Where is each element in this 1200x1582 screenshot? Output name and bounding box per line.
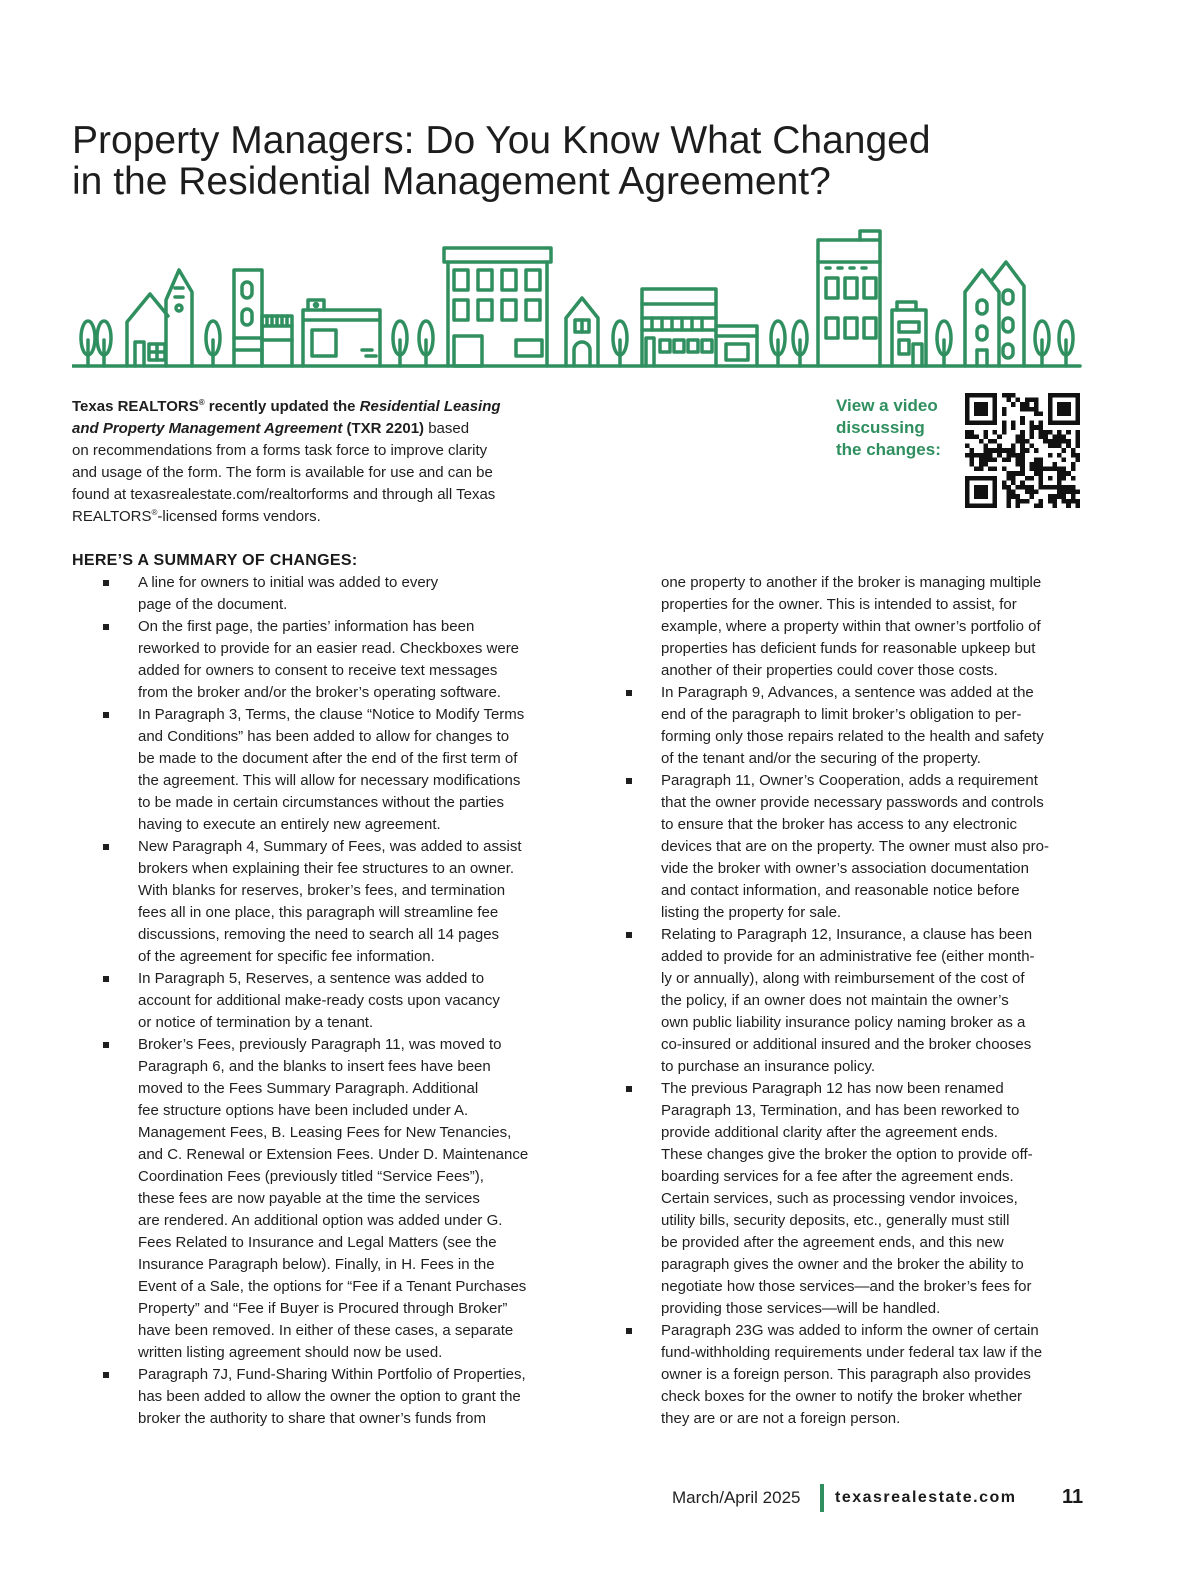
summary-left-column [72,572,572,1430]
summary-item-line: On the first page, the parties’ information has been [138,618,475,635]
summary-item-line: In Paragraph 5, Reserves, a sentence was added to [138,970,485,987]
summary-item-line: In Paragraph 9, Advances, a sentence was added at the [661,684,1034,701]
building-twin-houses [965,262,1024,366]
article-title-line-2: in the Residential Management Agreement? [72,160,831,203]
summary-item-line: Relating to Paragraph 12, Insurance, a clause has been [661,926,1033,943]
video-callout [836,395,941,461]
intro-line [72,506,572,528]
summary-item-line: these fees are now payable at the time the services [138,1190,480,1207]
summary-item-line: Coordination Fees (previously titled “Service Fees”), [138,1168,484,1185]
summary-item-line: be provided after the agreement ends, and this new [661,1234,1004,1251]
summary-item-line: provide additional clarity after the agreement ends. [661,1124,998,1141]
intro-form-name: Residential Leasing [359,398,501,415]
summary-item [595,924,1095,1078]
building-apartments [444,248,551,366]
intro-paragraph [72,396,572,528]
tree [1035,321,1049,366]
intro-line [72,418,572,440]
summary-item [595,682,1095,770]
summary-item-line: Property” and “Fee if Buyer is Procured through Broker” [138,1300,508,1317]
summary-item-line: fees all in one place, this paragraph will streamline fee [138,904,499,921]
building-storefront [642,289,716,366]
summary-item-line: fund-withholding requirements under federal tax law if the [661,1344,1043,1361]
summary-item [72,572,572,616]
summary-item-line: boarding services for a fee after the agreement ends. [661,1168,1014,1185]
summary-item-line: of the agreement for specific fee information. [138,948,435,965]
page-number: 11 [1062,1486,1084,1508]
summary-item-line: vide the broker with owner’s association documentation [661,860,1029,877]
square-bullet-icon [103,580,109,586]
summary-item-line: be made to the document after the end of the first term of [138,750,518,767]
summary-item-line: have been removed. In either of these cases, a separate [138,1322,514,1339]
summary-item-line: and contact information, and reasonable notice before [661,882,1020,899]
summary-item-line: of the tenant and/or the securing of the property. [661,750,981,767]
summary-item-line: having to execute an entirely new agreement. [138,816,441,833]
tree [937,321,951,366]
square-bullet-icon [103,844,109,850]
summary-item-line: fee structure options have been included under A. [138,1102,469,1119]
summary-item-line: end of the paragraph to limit broker’s obligation to per- [661,706,1022,723]
summary-item [72,704,572,836]
summary-item-line: properties has deficient funds for reasonable upkeep but [661,640,1036,657]
summary-item-line: owner is a foreign person. This paragraph also provides [661,1366,1031,1383]
video-callout-line: discussing [836,418,925,437]
footer-site: texasrealestate.com [835,1489,1017,1506]
summary-item-line: Insurance Paragraph below). Finally, in H. Fees in the [138,1256,495,1273]
summary-item-line: Event of a Sale, the options for “Fee if a Tenant Purchases [138,1278,527,1295]
summary-item-line: paragraph gives the owner and the broker the ability to [661,1256,1024,1273]
intro-line: found at texasrealestate.com/realtorforms and through all Texas [72,486,496,503]
summary-item-line: added to provide for an administrative fee (either month- [661,948,1035,965]
summary-item-line: forming only those repairs related to the health and safety [661,728,1044,745]
summary-item-line: to ensure that the broker has access to any electronic [661,816,1018,833]
summary-item-line: Paragraph 7J, Fund-Sharing Within Portfolio of Properties, [138,1366,526,1383]
summary-item-line: the policy, if an owner does not maintain the owner’s [661,992,1009,1009]
qr-code-icon [965,393,1080,508]
tree [206,321,220,366]
intro-line [72,396,572,418]
tree [81,321,95,366]
summary-item [72,1034,572,1364]
summary-item-line: Fees Related to Insurance and Legal Matters (see the [138,1234,497,1251]
summary-item-line: the agreement. This will allow for necessary modifications [138,772,521,789]
intro-org: Texas REALTORS [72,398,199,415]
summary-item-line: In Paragraph 3, Terms, the clause “Notice to Modify Terms [138,706,525,723]
tree [1059,321,1073,366]
article-title-line-1: Property Managers: Do You Know What Changed [72,119,931,162]
square-bullet-icon [626,778,632,784]
summary-item-line: Broker’s Fees, previously Paragraph 11, was moved to [138,1036,502,1053]
square-bullet-icon [103,712,109,718]
summary-item-line: A line for owners to initial was added to every [138,574,439,591]
tree [393,321,407,366]
registered-mark: ® [151,508,158,517]
summary-item-line: co-insured or additional insured and the broker chooses [661,1036,1032,1053]
summary-item-line: check boxes for the owner to notify the broker whether [661,1388,1023,1405]
summary-item-line: example, where a property within that owner’s portfolio of [661,618,1041,635]
summary-item-line: New Paragraph 4, Summary of Fees, was added to assist [138,838,522,855]
tree [419,321,433,366]
summary-item-line: moved to the Fees Summary Paragraph. Additional [138,1080,479,1097]
summary-item-line: Paragraph 13, Termination, and has been reworked to [661,1102,1020,1119]
summary-item-line: that the owner provide necessary passwords and controls [661,794,1044,811]
building-shop [303,300,380,366]
cityscape-illustration [72,226,1082,372]
summary-item-line: has been added to allow the owner the option to grant the [138,1388,521,1405]
summary-item-line: discussions, removing the need to search all 14 pages [138,926,500,943]
video-callout-line: View a video [836,396,938,415]
summary-item-line: Paragraph 6, and the blanks to insert fees have been [138,1058,491,1075]
square-bullet-icon [103,1372,109,1378]
summary-item [72,616,572,704]
footer-issue-date: March/April 2025 [672,1488,801,1507]
summary-item-line: listing the property for sale. [661,904,842,921]
footer-divider [820,1484,824,1512]
summary-item-line: negotiate how those services—and the broker’s fees for [661,1278,1032,1295]
summary-heading: HERE’S A SUMMARY OF CHANGES: [72,552,358,569]
summary-item-line: brokers when explaining their fee structures to an owner. [138,860,515,877]
summary-item-line: Paragraph 11, Owner’s Cooperation, adds a requirement [661,772,1038,789]
building-tall-block [818,231,880,366]
building-balcony-annex [262,316,292,366]
tree [793,321,807,366]
summary-item-line: from the broker and/or the broker’s operating software. [138,684,501,701]
intro-line: and usage of the form. The form is available for use and can be [72,464,493,481]
summary-item-line: or notice of termination by a tenant. [138,1014,374,1031]
summary-item-line: and C. Renewal or Extension Fees. Under D. Maintenance [138,1146,529,1163]
summary-item-line: ly or annually), along with reimbursement of the cost of [661,970,1025,987]
building-small-house [566,298,598,366]
building-tower [234,270,262,366]
summary-right-column [595,572,1095,1430]
summary-item-line: Management Fees, B. Leasing Fees for New Tenancies, [138,1124,512,1141]
building-low-annex [716,326,757,366]
summary-item-line: These changes give the broker the option to provide off- [661,1146,1033,1163]
summary-item-line: Certain services, such as processing vendor invoices, [661,1190,1018,1207]
intro-text: -licensed forms vendors. [157,508,321,525]
square-bullet-icon [626,1328,632,1334]
summary-item-line: properties for the owner. This is intended to assist, for [661,596,1017,613]
summary-item-continued [595,572,1095,682]
intro-text: based [424,420,470,437]
tree [613,321,627,366]
summary-item-line: added for owners to consent to receive text messages [138,662,498,679]
summary-item-line: written listing agreement should now be used. [138,1344,443,1361]
article-title [72,120,931,202]
summary-item [595,770,1095,924]
summary-item-line: one property to another if the broker is managing multiple [661,574,1042,591]
summary-item-line: to purchase an insurance policy. [661,1058,876,1075]
tree [97,321,111,366]
summary-item-line: are rendered. An additional option was added under G. [138,1212,503,1229]
intro-text: REALTORS [72,508,152,525]
summary-item [72,968,572,1034]
summary-item-line: to be made in certain circumstances without the parties [138,794,505,811]
square-bullet-icon [626,932,632,938]
building-narrow-house [166,270,192,366]
summary-item-line: The previous Paragraph 12 has now been renamed [661,1080,1004,1097]
video-callout-line: the changes: [836,440,941,459]
summary-item [595,1320,1095,1430]
square-bullet-icon [103,976,109,982]
tree [771,321,785,366]
summary-item [72,836,572,968]
summary-item [72,1364,572,1430]
summary-item-line: page of the document. [138,596,288,613]
summary-item-line: providing those services—will be handled. [661,1300,941,1317]
intro-form-code: (TXR 2201) [342,420,425,437]
summary-item [595,1078,1095,1320]
summary-item-line: they are or are not a foreign person. [661,1410,901,1427]
summary-item-line: own public liability insurance policy naming broker as a [661,1014,1026,1031]
summary-item-line: and Conditions” has been added to allow for changes to [138,728,510,745]
summary-item-line: With blanks for reserves, broker’s fees, and termination [138,882,506,899]
summary-item-line: broker the authority to share that owner’s funds from [138,1410,486,1427]
intro-line: on recommendations from a forms task force to improve clarity [72,442,488,459]
summary-item-line: reworked to provide for an easier read. Checkboxes were [138,640,520,657]
summary-item-line: devices that are on the property. The owner must also pro- [661,838,1049,855]
summary-item-line: Paragraph 23G was added to inform the owner of certain [661,1322,1039,1339]
registered-mark: ® [198,398,205,407]
summary-item-line: account for additional make-ready costs upon vacancy [138,992,500,1009]
summary-item-line: another of their properties could cover those costs. [661,662,998,679]
building-cottage [892,302,926,366]
intro-updated-text: recently updated the [204,398,360,415]
square-bullet-icon [103,1042,109,1048]
building-gable-house [127,294,168,366]
square-bullet-icon [626,1086,632,1092]
square-bullet-icon [103,624,109,630]
square-bullet-icon [626,690,632,696]
summary-item-line: utility bills, security deposits, etc., generally must still [661,1212,1010,1229]
intro-form-name: and Property Management Agreement [72,420,343,437]
